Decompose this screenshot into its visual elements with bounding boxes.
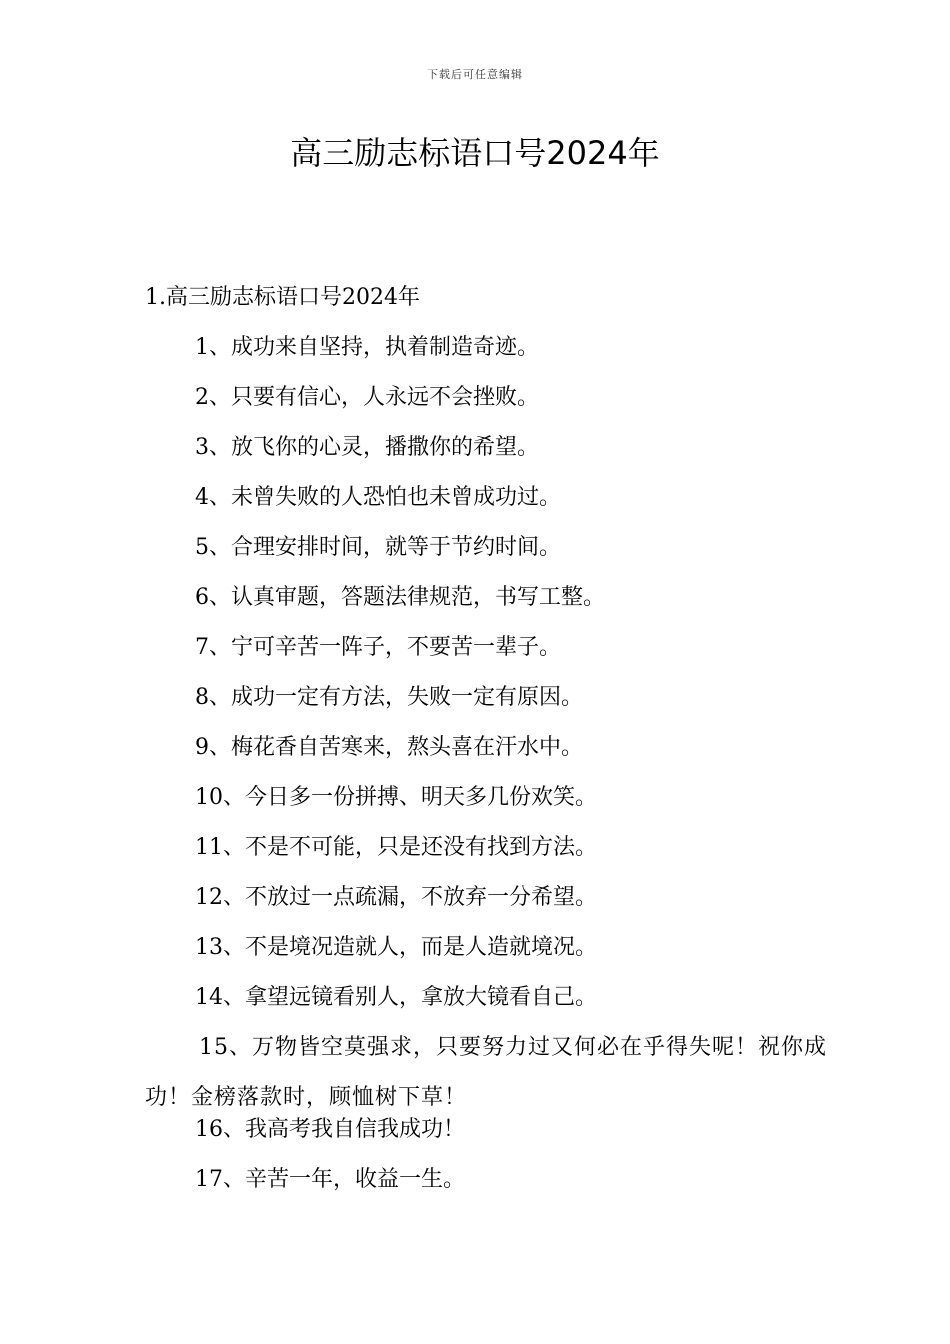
slogan-item-8: 8、成功一定有方法，失败一定有原因。: [195, 685, 583, 710]
slogan-item-16: 16、我高考我自信我成功！: [195, 1117, 465, 1142]
slogan-item-2: 2、只要有信心，人永远不会挫败。: [195, 385, 539, 410]
slogan-item-14: 14、拿望远镜看别人，拿放大镜看自己。: [195, 985, 597, 1010]
page-header-note: 下载后可任意编辑: [427, 68, 523, 81]
slogan-item-7: 7、宁可辛苦一阵子，不要苦一辈子。: [195, 635, 561, 660]
document-body: [145, 282, 835, 1214]
slogan-item-12: 12、不放过一点疏漏，不放弃一分希望。: [195, 885, 597, 910]
slogan-item-11: 11、不是不可能，只是还没有找到方法。: [195, 835, 597, 860]
slogan-item-4: 4、未曾失败的人恐怕也未曾成功过。: [195, 485, 561, 510]
slogan-item-15: 15、万物皆空莫强求，只要努力过又何必在乎得失呢！祝你成功！金榜落款时，顾恤树下草！: [145, 1035, 827, 1110]
slogan-item-1: 1、成功来自坚持，执着制造奇迹。: [195, 335, 539, 360]
slogan-item-17: 17、辛苦一年，收益一生。: [195, 1167, 465, 1192]
slogan-item-9: 9、梅花香自苦寒来，熬头喜在汗水中。: [195, 735, 583, 760]
slogan-item-3: 3、放飞你的心灵，播撒你的希望。: [195, 435, 539, 460]
slogan-item-5: 5、合理安排时间，就等于节约时间。: [195, 535, 561, 560]
slogan-item-13: 13、不是境况造就人，而是人造就境况。: [195, 935, 597, 960]
document-title: 高三励志标语口号2024年: [290, 134, 660, 172]
section-heading: 1.高三励志标语口号2024年: [145, 285, 420, 310]
slogan-item-6: 6、认真审题，答题法律规范，书写工整。: [195, 585, 605, 610]
slogan-item-10: 10、今日多一份拼搏、明天多几份欢笑。: [195, 785, 597, 810]
